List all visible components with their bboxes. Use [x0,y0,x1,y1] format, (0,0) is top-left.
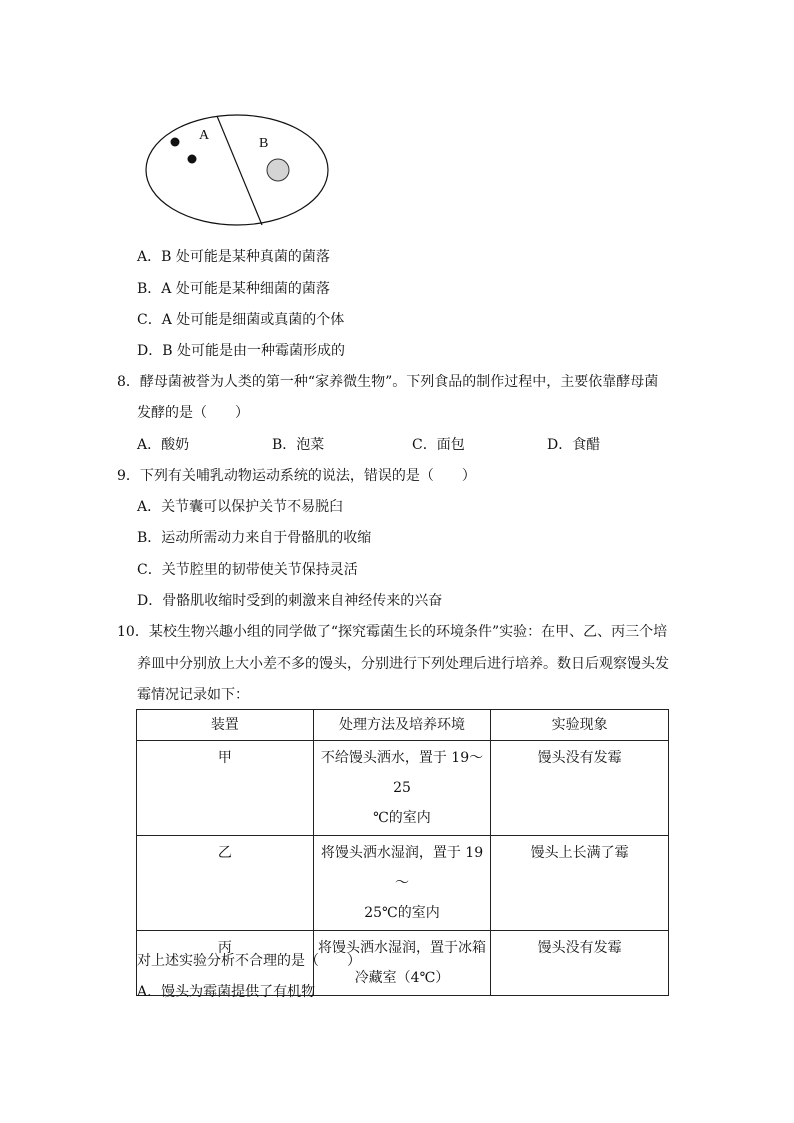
q8-option-c: C．面包 [412,437,465,453]
q10-question: 对上述实验分析不合理的是（ ） [137,953,361,969]
q7-option-b: B．A 处可能是某种细菌的菌落 [137,281,330,297]
q9-option-d: D．骨骼肌收缩时受到的刺激来自神经传来的兴奋 [137,593,443,609]
q7-option-c: C．A 处可能是细菌或真菌的个体 [137,312,345,328]
method-line2: ℃的室内 [373,810,431,826]
cell-method [313,836,491,931]
q8-stem-line2: 发酵的是（ ） [137,405,249,421]
cell-result: 馒头没有发霉 [491,741,669,836]
q9-option-c: C．关节腔里的韧带使关节保持灵活 [137,562,358,578]
q10-stem-line3: 霉情况记录如下： [137,687,249,703]
q7-option-a: A．B 处可能是某种真菌的菌落 [137,249,330,265]
colony-large [267,159,289,181]
colony-dot-1 [171,138,180,147]
q10-stem-line1: 10．某校生物兴趣小组的同学做了“探究霉菌生长的环境条件”实验：在甲、乙、丙三个培 [117,624,668,640]
method-line1: 将馒头洒水湿润，置于冰箱 [317,940,486,956]
cell-method [313,741,491,836]
header-method: 处理方法及培养环境 [313,710,491,741]
method-line1: 不给馒头洒水，置于 19～25 [320,750,484,796]
table-row [137,741,669,836]
cell-result: 馒头没有发霉 [491,931,669,996]
q8-stem-line1: 8．酵母菌被誉为人类的第一种“家养微生物”。下列食品的制作过程中，主要依靠酵母菌 [117,374,659,390]
dish-divider [217,116,262,225]
colony-dot-2 [188,155,197,164]
q9-option-b: B．运动所需动力来自于骨骼肌的收缩 [137,530,372,546]
q8-option-d: D．食醋 [547,437,601,453]
method-line2: 冷藏室（4℃） [354,970,450,986]
petri-dish-figure [142,110,332,230]
q8-option-b: B．泡菜 [272,437,325,453]
header-device: 装置 [137,710,314,741]
cell-result: 馒头上长满了霉 [491,836,669,931]
q9-stem: 9．下列有关哺乳动物运动系统的说法，错误的是（ ） [117,468,476,484]
q7-option-d: D．B 处可能是由一种霉菌形成的 [137,343,345,359]
q8-option-a: A．酸奶 [137,437,190,453]
table-header-row [137,710,669,741]
cell-device: 乙 [137,836,314,931]
header-result: 实验现象 [491,710,669,741]
region-label-b: B [259,136,269,151]
q9-option-a: A．关节囊可以保护关节不易脱臼 [137,499,344,515]
table-row [137,836,669,931]
method-line2: 25℃的室内 [364,905,440,921]
cell-device: 丙 [137,931,314,996]
region-label-a: A [199,128,210,143]
dish-outline [146,115,328,225]
method-line1: 将馒头洒水湿润，置于 19～ [320,845,484,891]
q10-stem-line2: 养皿中分别放上大小差不多的馒头，分别进行下列处理后进行培养。数日后观察馒头发 [137,656,669,672]
cell-device: 甲 [137,741,314,836]
q10-option-a: A．馒头为霉菌提供了有机物 [137,984,316,1000]
